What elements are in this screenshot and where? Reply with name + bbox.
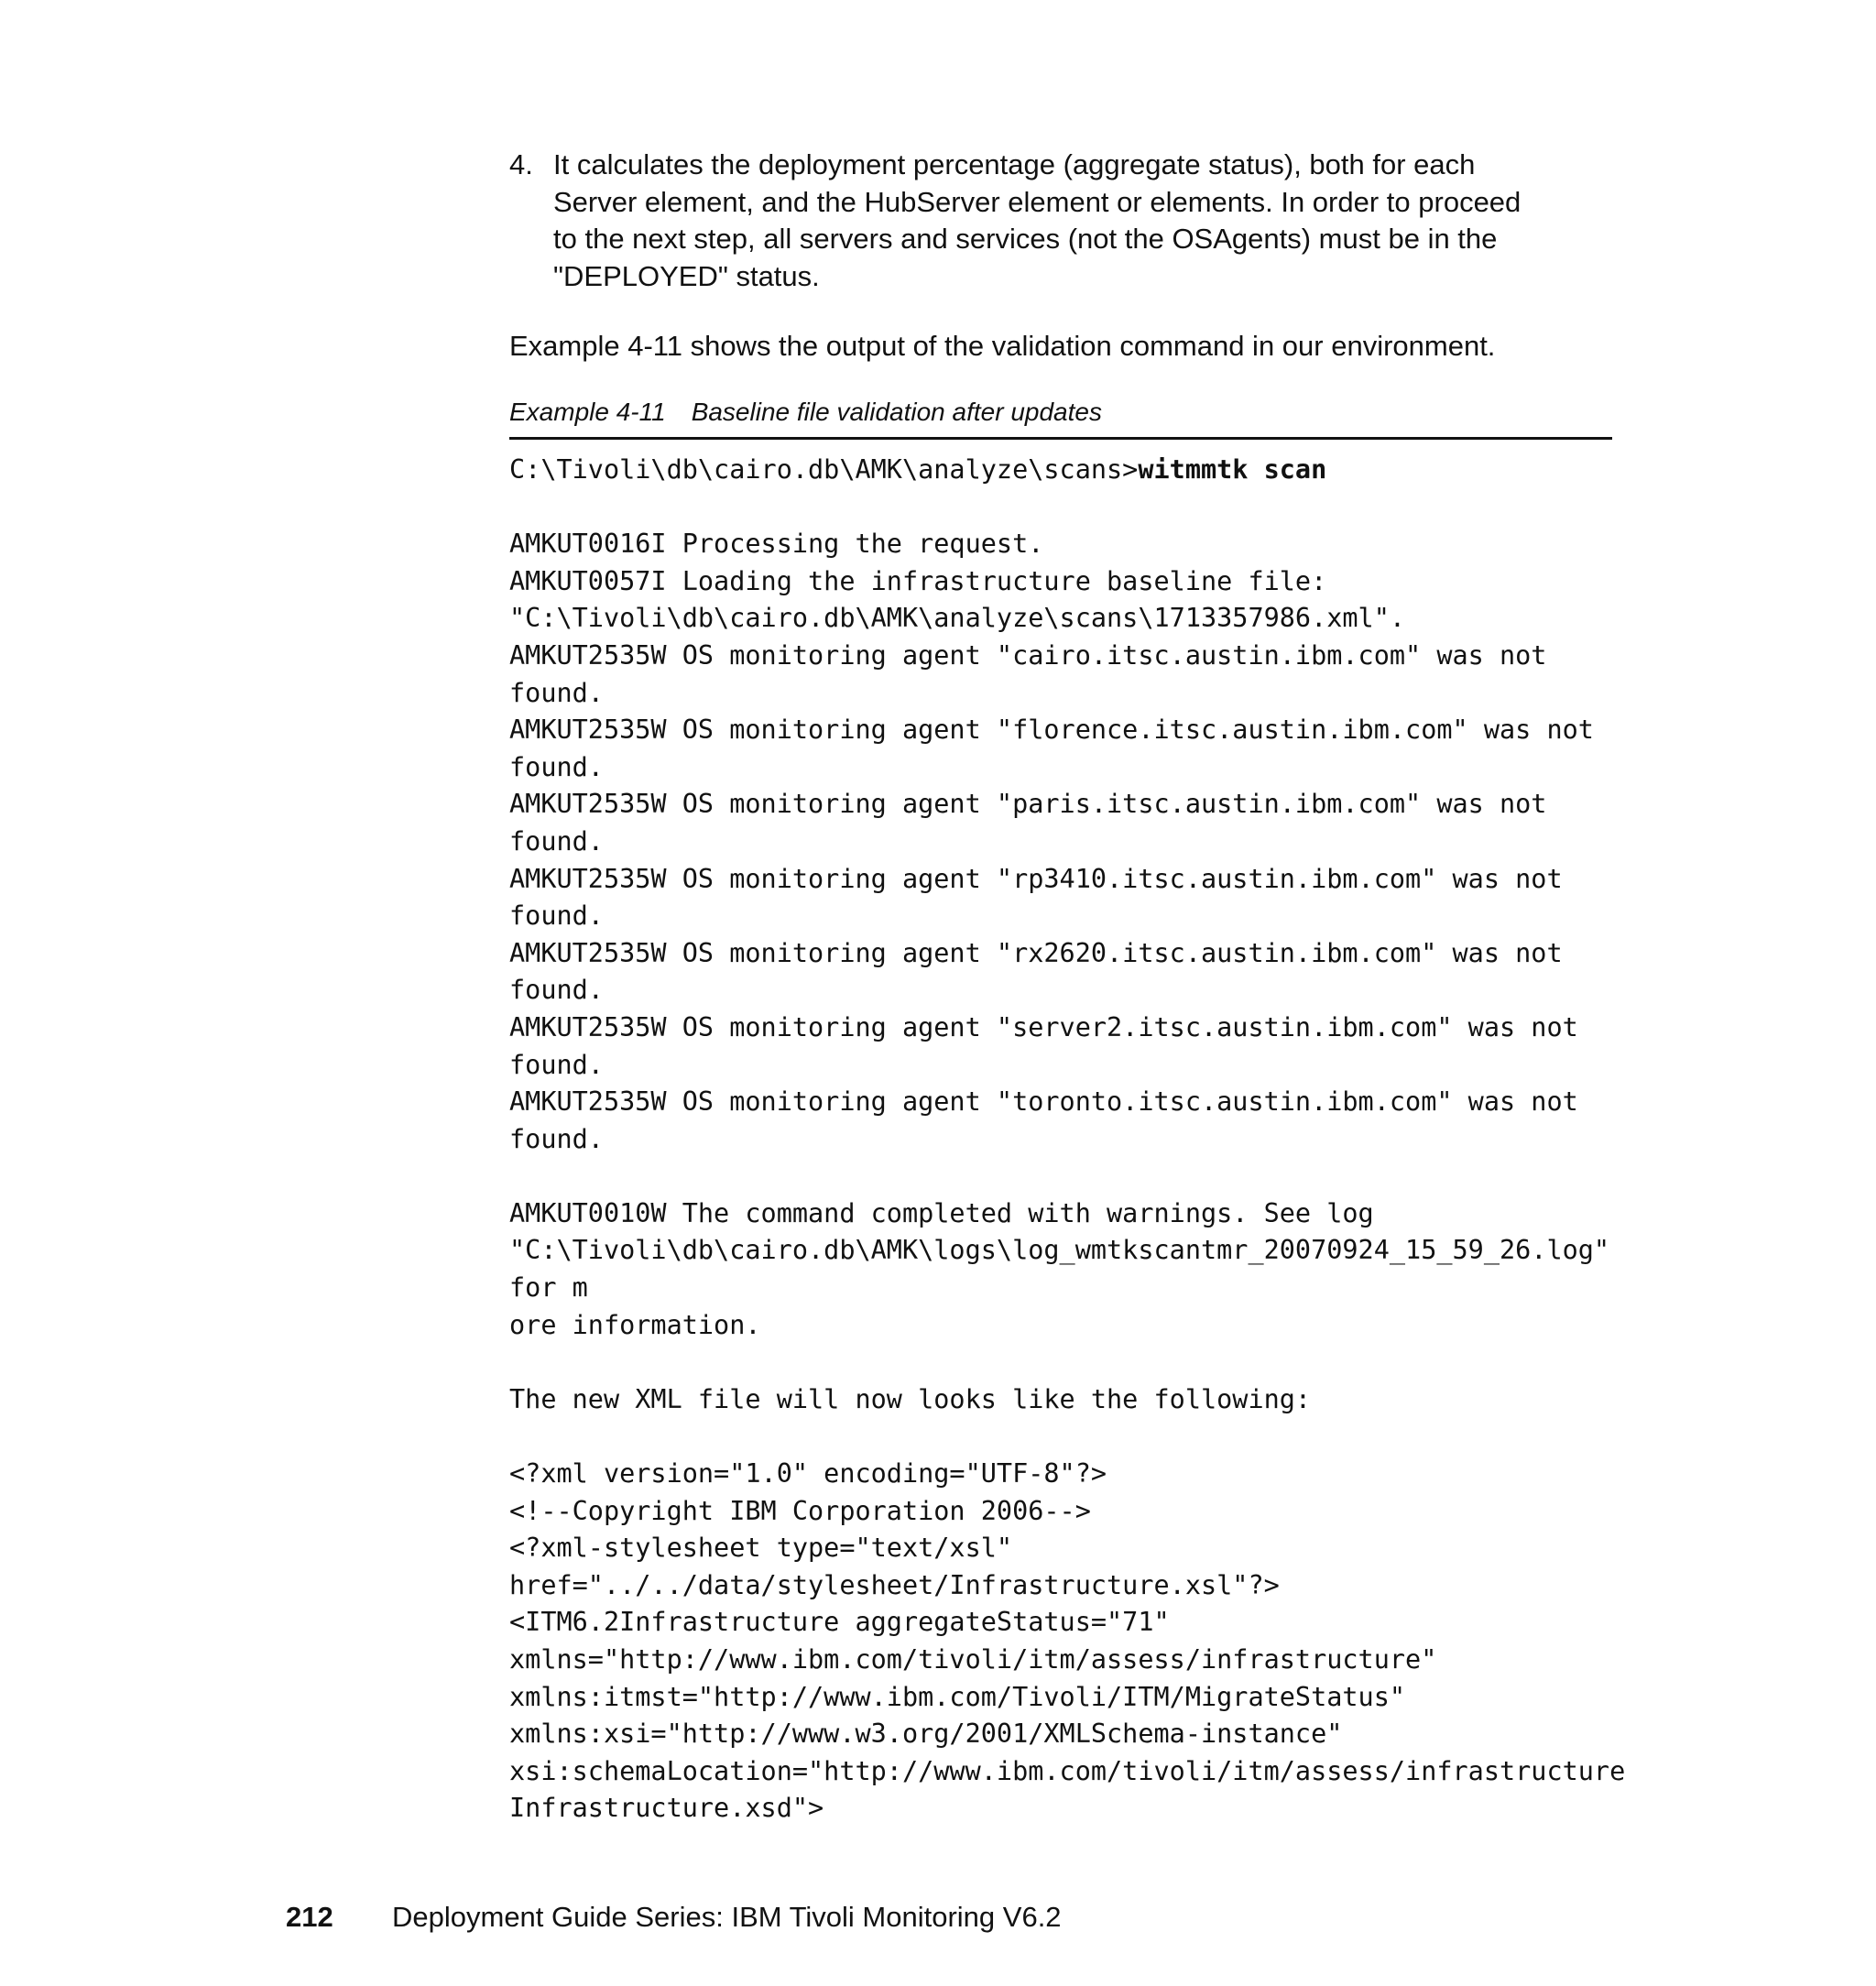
example-label: Example 4-11: [509, 398, 666, 426]
list-item-number: 4.: [509, 148, 533, 180]
code-blank-line: [509, 489, 1625, 527]
code-line: found.: [509, 677, 604, 708]
code-line: <!--Copyright IBM Corporation 2006-->: [509, 1495, 1091, 1526]
example-caption: [509, 396, 1102, 429]
code-line: <?xml-stylesheet type="text/xsl": [509, 1533, 1013, 1564]
code-line: found.: [509, 1123, 604, 1154]
code-line: <?xml version="1.0" encoding="UTF-8"?>: [509, 1458, 1107, 1490]
code-line: href="../../data/stylesheet/Infrastructure.xsl"?>: [509, 1569, 1280, 1600]
code-line: AMKUT2535W OS monitoring agent "paris.itsc.austin.ibm.com" was not: [509, 789, 1547, 820]
code-command-line: [509, 452, 1625, 489]
code-line: xsi:schemaLocation="http://www.ibm.com/tivoli/itm/assess/infrastructure: [509, 1755, 1626, 1786]
code-line: found.: [509, 1049, 604, 1080]
caption-divider: [509, 437, 1612, 440]
code-line: found.: [509, 900, 604, 932]
code-line: "C:\Tivoli\db\cairo.db\AMK\logs\log_wmtkscantmr_20070924_15_59_26.log": [509, 1235, 1610, 1266]
code-line: found.: [509, 825, 604, 857]
code-line: The new XML file will now looks like the following:: [509, 1383, 1312, 1414]
code-blank-line: [509, 1344, 1625, 1381]
code-line: Infrastructure.xsd">: [509, 1793, 824, 1824]
footer-book-title: Deployment Guide Series: IBM Tivoli Monitoring V6.2: [392, 1901, 1062, 1933]
code-line: AMKUT0010W The command completed with warnings. See log: [509, 1197, 1374, 1228]
intro-paragraph: Example 4-11 shows the output of the validation command in our environment.: [509, 330, 1496, 362]
code-line: AMKUT0016I Processing the request.: [509, 529, 1044, 560]
code-line: AMKUT2535W OS monitoring agent "rx2620.itsc.austin.ibm.com" was not: [509, 937, 1563, 968]
list-item-line: to the next step, all servers and services (not the OSAgents) must be in the: [553, 223, 1498, 256]
code-line: xmlns="http://www.ibm.com/tivoli/itm/assess/infrastructure": [509, 1644, 1437, 1675]
code-line: "C:\Tivoli\db\cairo.db\AMK\analyze\scans\1713357986.xml".: [509, 603, 1406, 634]
code-line: AMKUT2535W OS monitoring agent "toronto.itsc.austin.ibm.com" was not: [509, 1086, 1578, 1118]
page-footer: [0, 1899, 1876, 1945]
code-line: AMKUT2535W OS monitoring agent "cairo.itsc.austin.ibm.com" was not: [509, 639, 1547, 671]
page-number: 212: [286, 1901, 333, 1933]
code-line: ore information.: [509, 1309, 761, 1340]
code-line: found.: [509, 975, 604, 1006]
list-item-line: It calculates the deployment percentage (aggregate status), both for each: [553, 148, 1476, 180]
code-line: for m: [509, 1272, 588, 1304]
command-prompt: C:\Tivoli\db\cairo.db\AMK\analyze\scans>: [509, 454, 1139, 485]
list-item-line: Server element, and the HubServer element or elements. In order to proceed: [553, 185, 1522, 218]
code-line: <ITM6.2Infrastructure aggregateStatus="71": [509, 1607, 1170, 1638]
code-line: xmlns:itmst="http://www.ibm.com/Tivoli/ITM/MigrateStatus": [509, 1681, 1406, 1712]
list-item-line: "DEPLOYED" status.: [553, 259, 820, 292]
list-item-text: [553, 147, 1652, 295]
code-listing: [509, 452, 1625, 1828]
code-line: xmlns:xsi="http://www.w3.org/2001/XMLSchema-instance": [509, 1719, 1343, 1750]
code-line: AMKUT2535W OS monitoring agent "florence.itsc.austin.ibm.com" was not: [509, 715, 1594, 746]
command-text: witmmtk scan: [1138, 454, 1327, 485]
example-title: Baseline file validation after updates: [691, 398, 1102, 426]
code-line: AMKUT2535W OS monitoring agent "rp3410.itsc.austin.ibm.com" was not: [509, 863, 1563, 894]
code-line: found.: [509, 751, 604, 782]
code-line: AMKUT2535W OS monitoring agent "server2.itsc.austin.ibm.com" was not: [509, 1011, 1578, 1042]
code-line: AMKUT0057I Loading the infrastructure baseline file:: [509, 565, 1327, 596]
code-blank-line: [509, 1418, 1625, 1456]
code-blank-line: [509, 1158, 1625, 1195]
code-output: [509, 489, 1625, 1828]
